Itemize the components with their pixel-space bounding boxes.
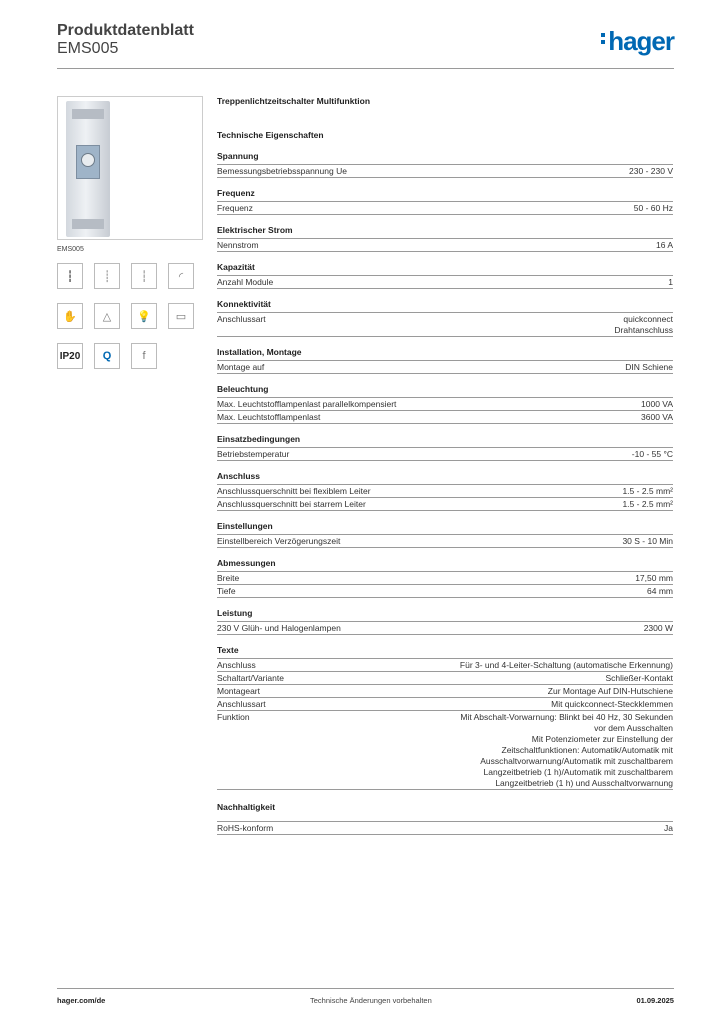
section-title: Anschluss bbox=[217, 471, 260, 481]
spec-label: Anschlussart bbox=[217, 314, 266, 324]
spec-row bbox=[217, 671, 673, 684]
spec-value: Schließer-Kontakt bbox=[605, 673, 673, 683]
section-title: Einstellungen bbox=[217, 521, 273, 531]
spec-value: 1.5 - 2.5 mm² bbox=[622, 486, 673, 496]
spec-label: Anzahl Module bbox=[217, 277, 274, 287]
spec-value: -10 - 55 °C bbox=[631, 449, 673, 459]
spec-value: 50 - 60 Hz bbox=[633, 203, 673, 213]
image-caption: EMS005 bbox=[57, 246, 84, 253]
spec-label: 230 V Glüh- und Halogenlampen bbox=[217, 623, 341, 633]
spec-label: Montageart bbox=[217, 686, 260, 696]
spec-label: RoHS-konform bbox=[217, 823, 274, 833]
spec-row bbox=[217, 497, 673, 511]
section-title: Elektrischer Strom bbox=[217, 225, 293, 235]
spec-label: Tiefe bbox=[217, 586, 236, 596]
spec-value: Zur Montage Auf DIN-Hutschiene bbox=[547, 686, 673, 696]
lamp-icon: 💡 bbox=[131, 303, 157, 329]
spec-row bbox=[217, 697, 673, 710]
spec-label: Anschlussart bbox=[217, 699, 266, 709]
spec-value: 17,50 mm bbox=[635, 573, 673, 583]
spec-label: Anschlussquerschnitt bei starrem Leiter bbox=[217, 499, 366, 509]
spec-value: Mit Abschalt-Vorwarnung: Blinkt bei 40 Hz, 30 Sekunden vor dem Ausschalten Mit Potenziometer zur Einstellung der Zeitschaltfunktionen: Automatik/Automatik mit Ausschaltvorwarnung/Automatik mit zuschaltbarem Langzeitbetrieb (1 h)/Automatik mit zuschaltbarem Langzeitbetrieb (1 h) und Ausschaltvorwarnung bbox=[460, 712, 673, 788]
spec-value: Ja bbox=[664, 823, 673, 833]
spec-value: 1 bbox=[668, 277, 673, 287]
specifications bbox=[217, 96, 673, 835]
spec-row bbox=[217, 410, 673, 424]
spec-label: Anschlussquerschnitt bei flexiblem Leiter bbox=[217, 486, 371, 496]
footer-website: hager.com/de bbox=[57, 996, 106, 1005]
spec-label: Anschluss bbox=[217, 660, 256, 670]
pictogram-grid bbox=[57, 263, 203, 369]
spec-label: Einstellbereich Verzögerungszeit bbox=[217, 536, 341, 546]
spec-value: 1000 VA bbox=[641, 399, 673, 409]
spec-row bbox=[217, 534, 673, 548]
hager-logo bbox=[601, 26, 674, 57]
product-title: Treppenlichtzeitschalter Multifunktion bbox=[217, 96, 371, 106]
trace-icon: ┇ bbox=[57, 263, 83, 289]
product-sidebar bbox=[57, 96, 203, 369]
spec-row bbox=[217, 447, 673, 461]
page-header bbox=[57, 22, 674, 69]
spec-value: DIN Schiene bbox=[625, 362, 673, 372]
section-title: Installation, Montage bbox=[217, 347, 302, 357]
spec-row bbox=[217, 201, 673, 215]
product-image bbox=[57, 96, 203, 240]
section-title: Spannung bbox=[217, 151, 259, 161]
spec-label: Betriebstemperatur bbox=[217, 449, 290, 459]
logo-text: hager bbox=[608, 26, 674, 56]
spec-value: Mit quickconnect-Steckklemmen bbox=[551, 699, 673, 709]
terminal-slot bbox=[72, 109, 104, 119]
spec-row bbox=[217, 584, 673, 598]
spec-label: Montage auf bbox=[217, 362, 265, 372]
section-title: Frequenz bbox=[217, 188, 255, 198]
spec-row bbox=[217, 710, 673, 790]
spec-value: 16 A bbox=[655, 240, 673, 250]
spec-row bbox=[217, 360, 673, 374]
logo-dots-icon bbox=[601, 30, 606, 47]
section-title: Einsatzbedingungen bbox=[217, 434, 301, 444]
spec-value: 1.5 - 2.5 mm² bbox=[622, 499, 673, 509]
terminal-slot bbox=[72, 219, 104, 229]
spec-label: Breite bbox=[217, 573, 240, 583]
clip-icon: ◜ bbox=[168, 263, 194, 289]
quickconnect-logo: Q bbox=[94, 343, 120, 369]
footer-date: 01.09.2025 bbox=[636, 996, 674, 1005]
section-title: Leistung bbox=[217, 608, 253, 618]
trace-icon: ┊ bbox=[94, 263, 120, 289]
spec-row bbox=[217, 484, 673, 497]
spec-row bbox=[217, 238, 673, 252]
section-title: Beleuchtung bbox=[217, 384, 269, 394]
potentiometer-knob bbox=[81, 153, 95, 167]
f-symbol: f bbox=[131, 343, 157, 369]
page-footer bbox=[57, 988, 674, 1005]
spec-value: 3600 VA bbox=[641, 412, 673, 422]
spec-row bbox=[217, 164, 673, 178]
spec-row bbox=[217, 275, 673, 289]
section-heading: Technische Eigenschaften bbox=[217, 130, 324, 140]
section-title: Texte bbox=[217, 645, 239, 655]
spec-value: quickconnect Drahtanschluss bbox=[614, 314, 673, 335]
spec-label: Max. Leuchtstofflampenlast parallelkompensiert bbox=[217, 399, 397, 409]
section-title: Abmessungen bbox=[217, 558, 276, 568]
bar-icon: ▭ bbox=[168, 303, 194, 329]
section-title: Konnektivität bbox=[217, 299, 271, 309]
spec-label: Funktion bbox=[217, 712, 250, 722]
trace-icon: ┆ bbox=[131, 263, 157, 289]
spec-row bbox=[217, 312, 673, 337]
spec-label: Bemessungsbetriebsspannung Ue bbox=[217, 166, 347, 176]
ip20-badge: IP20 bbox=[57, 343, 83, 369]
product-code: EMS005 bbox=[57, 40, 119, 57]
spec-label: Schaltart/Variante bbox=[217, 673, 284, 683]
document-title: Produktdatenblatt bbox=[57, 22, 194, 39]
bell-icon: △ bbox=[94, 303, 120, 329]
section-title: Kapazität bbox=[217, 262, 255, 272]
spec-value: 230 - 230 V bbox=[629, 166, 673, 176]
footer-disclaimer: Technische Änderungen vorbehalten bbox=[310, 996, 432, 1005]
spec-sections bbox=[217, 130, 673, 835]
spec-row bbox=[217, 658, 673, 671]
spec-value: 64 mm bbox=[647, 586, 673, 596]
spec-label: Frequenz bbox=[217, 203, 253, 213]
spec-row bbox=[217, 821, 673, 835]
spec-label: Max. Leuchtstofflampenlast bbox=[217, 412, 321, 422]
device-illustration bbox=[66, 101, 110, 237]
spec-row bbox=[217, 621, 673, 635]
spec-value: 2300 W bbox=[643, 623, 673, 633]
spec-row bbox=[217, 571, 673, 584]
spec-row bbox=[217, 684, 673, 697]
section-title: Nachhaltigkeit bbox=[217, 802, 276, 812]
spec-value: Für 3- und 4-Leiter-Schaltung (automatische Erkennung) bbox=[459, 660, 673, 670]
spec-label: Nennstrom bbox=[217, 240, 259, 250]
spec-row bbox=[217, 397, 673, 410]
hand-icon: ✋ bbox=[57, 303, 83, 329]
spec-value: 30 S - 10 Min bbox=[622, 536, 673, 546]
